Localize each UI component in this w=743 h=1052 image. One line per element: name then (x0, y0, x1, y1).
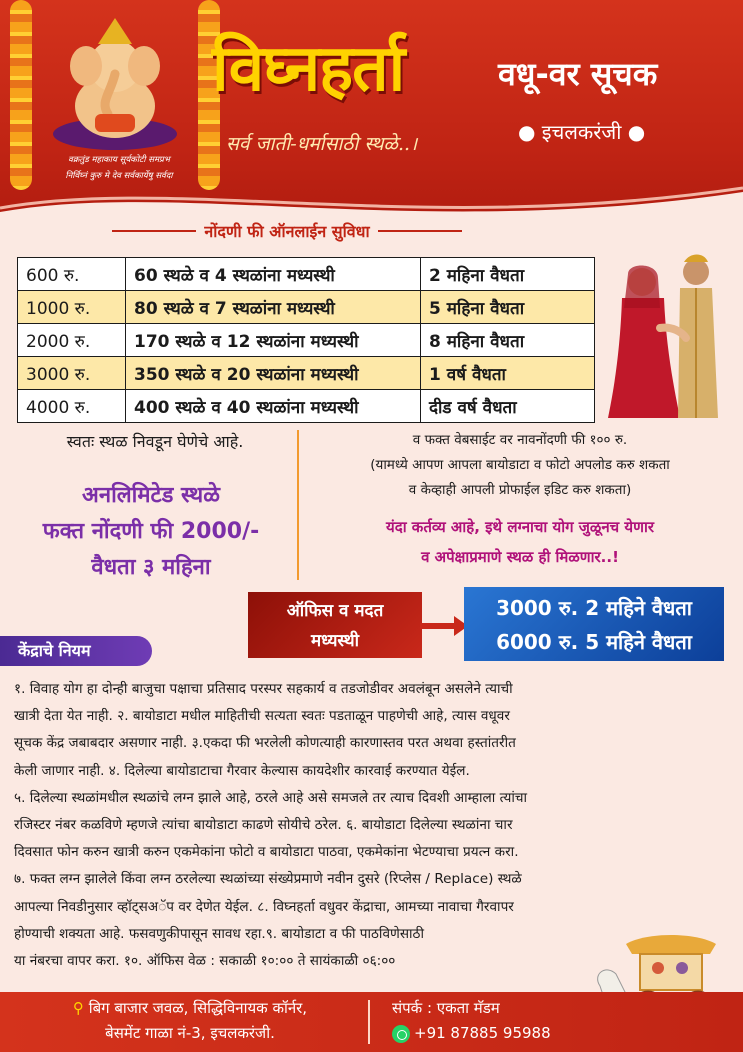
rules-heading: केंद्राचे नियम (0, 636, 152, 666)
fee-price: 1000 रु. (18, 291, 126, 324)
fee-row (18, 258, 595, 291)
vertical-divider (297, 430, 299, 580)
rule-line: ७. फक्त लग्न झालेले किंवा लग्न ठरलेल्या स्थळांच्या संख्येप्रमाणे नवीन दुसरे (रिप्लेस / Replace) स्थळे (14, 871, 522, 888)
fee-validity: 8 महिना वैधता (421, 324, 595, 357)
office-line-2: मध्यस्थी (311, 631, 359, 651)
brand-city: ● इचलकरंजी ● (518, 120, 646, 144)
website-info (300, 428, 740, 503)
fee-validity: 5 महिना वैधता (421, 291, 595, 324)
contact-phone[interactable] (392, 1021, 582, 1046)
unlimited-line-1: अनलिमिटेड स्थळे (82, 483, 220, 508)
rule-line: १. विवाह योग हा दोन्ही बाजुचा पक्षाचा प्रतिसाद परस्पर सहकार्य व तडजोडीवर अवलंबून असलेने त्याची (14, 681, 513, 697)
rule-line: केली जाणार नाही. ४. दिलेल्या बायोडाटाचा गैरवार केल्यास कायदेशीर कारवाई करण्यात येईल. (14, 762, 470, 779)
fee-desc: 400 स्थळे व 40 स्थळांना मध्यस्थी (126, 390, 421, 423)
fee-row (18, 291, 595, 324)
wedding-couple-icon (600, 248, 743, 418)
highlight-line-1: यंदा कर्तव्य आहे, इथे लग्नाचा योग जुळूनच येणार (386, 518, 654, 536)
website-line-1: व फक्त वेबसाईट वर नावनोंदणी फी १०० रु. (412, 432, 628, 448)
rule-line: ५. दिलेल्या स्थळांमधील स्थळांचे लग्न झाले आहे, ठरले आहे असे समजले तर त्याच दिवशी आम्हाला त्यांचा (14, 789, 528, 806)
website-highlight (300, 512, 740, 572)
rule-line: आपल्या निवडीनुसार व्हॉट्सअॅप वर देणेत येईल. ८. विघ्नहर्ता वधुवर केंद्राचा, आमच्या नावाचा गैरवापर (14, 898, 514, 915)
fee-price: 600 रु. (18, 258, 126, 291)
fee-row (18, 324, 595, 357)
address-line-1-text: बिग बाजार जवळ, सिद्धिविनायक कॉर्नर, (88, 999, 308, 1017)
rule-line: खात्री देता येत नाही. २. बायोडाटा मधील माहितीची सत्यता स्वतः पडताळून पाहणेची आहे, त्यास वधूवर (14, 708, 510, 725)
contact-person: संपर्क : एकता मॅडम (392, 999, 500, 1017)
unlimited-line-3: वैधता ३ महिना (91, 555, 211, 580)
phone-number[interactable]: +91 87885 95988 (414, 1024, 551, 1042)
fee-table (17, 257, 595, 423)
fee-desc: 350 स्थळे व 20 स्थळांना मध्यस्थी (126, 357, 421, 390)
rule-line: सूचक केंद्र जबाबदार असणार नाही. ३.एकदा फी भरलेली कोणत्याही कारणास्तव परत अथवा हस्तांतरीत (14, 735, 516, 752)
fee-desc: 170 स्थळे व 12 स्थळांना मध्यस्थी (126, 324, 421, 357)
fee-validity: 2 महिना वैधता (421, 258, 595, 291)
office-validity-2: 6000 रु. 5 महिने वैधता (496, 630, 692, 654)
heading-line-left (112, 230, 196, 232)
fee-row (18, 357, 595, 390)
shlok-text (24, 152, 214, 184)
arrow-right-icon (420, 614, 468, 638)
header-banner (0, 0, 743, 212)
address-line-2: बेसमेंट गाळा नं-3, इचलकरंजी. (105, 1024, 275, 1042)
office-validity-1: 3000 रु. 2 महिने वैधता (496, 596, 692, 620)
brand-subtitle: वधू-वर सूचक (498, 55, 658, 93)
fee-heading-text: नोंदणी फी ऑनलाईन सुविधा (204, 222, 370, 241)
fee-desc: 80 स्थळे व 7 स्थळांना मध्यस्थी (126, 291, 421, 324)
footer-divider (368, 1000, 370, 1044)
rules-text (14, 676, 729, 975)
website-line-3: व केव्हाही आपली प्रोफाईल इडिट करु शकता) (408, 482, 632, 498)
ganesha-icon (40, 14, 190, 154)
office-help-box (248, 592, 422, 658)
address-line-1 (30, 996, 350, 1021)
brand-title: विघ्नहर्ता (212, 32, 405, 106)
location-pin-icon: ⚲ (72, 999, 84, 1017)
footer-contact (392, 996, 582, 1046)
office-line-1: ऑफिस व मदत (286, 601, 384, 621)
rule-line: होण्याची शक्यता आहे. फसवणुकीपासून सावध रहा.९. बायोडाटा व फी पाठविणेसाठी (14, 925, 424, 942)
whatsapp-icon (392, 1025, 410, 1043)
office-validity-box (464, 587, 724, 661)
fee-price: 3000 रु. (18, 357, 126, 390)
highlight-line-2: व अपेक्षाप्रमाणे स्थळ ही मिळणार..! (421, 548, 619, 566)
rule-line: दिवसात फोन करुन खात्री करुन एकमेकांना फोटो व बायोडाटा पाठवा, एकमेकांना भेटण्याचा प्रयत्न करा. (14, 844, 519, 861)
fee-validity: दीड वर्ष वैधता (421, 390, 595, 423)
unlimited-line-2: फक्त नोंदणी फी 2000/- (42, 519, 260, 544)
fee-validity: 1 वर्ष वैधता (421, 357, 595, 390)
fee-heading (112, 220, 462, 242)
footer-address (30, 996, 350, 1046)
fee-row (18, 390, 595, 423)
rule-line: या नंबरचा वापर करा. १०. ऑफिस वेळ : सकाळी १०:०० ते सायंकाळी ०६:०० (14, 953, 396, 970)
rule-line: रजिस्टर नंबर कळविणे म्हणजे त्यांचा बायोडाटा काढणे सोयीचे ठरेल. ६. बायोडाटा दिलेल्या स्थळांना चार (14, 817, 513, 834)
fee-desc: 60 स्थळे व 4 स्थळांना मध्यस्थी (126, 258, 421, 291)
self-select-note: स्वतः स्थळ निवडून घेणेचे आहे. (66, 432, 244, 451)
heading-line-right (378, 230, 462, 232)
fee-price: 4000 रु. (18, 390, 126, 423)
brand-tagline: सर्व जाती-धर्मासाठी स्थळे..। (226, 133, 418, 155)
unlimited-offer (10, 478, 292, 586)
shlok-line-2: निर्विघ्नं कुरु मे देव सर्वकार्येषु सर्वदा (65, 171, 173, 181)
shlok-line-1: वक्रतुंड महाकाय सूर्यकोटी समप्रभ (68, 155, 170, 165)
fee-price: 2000 रु. (18, 324, 126, 357)
website-line-2: (यामध्ये आपण आपला बायोडाटा व फोटो अपलोड करु शकता (370, 457, 670, 473)
